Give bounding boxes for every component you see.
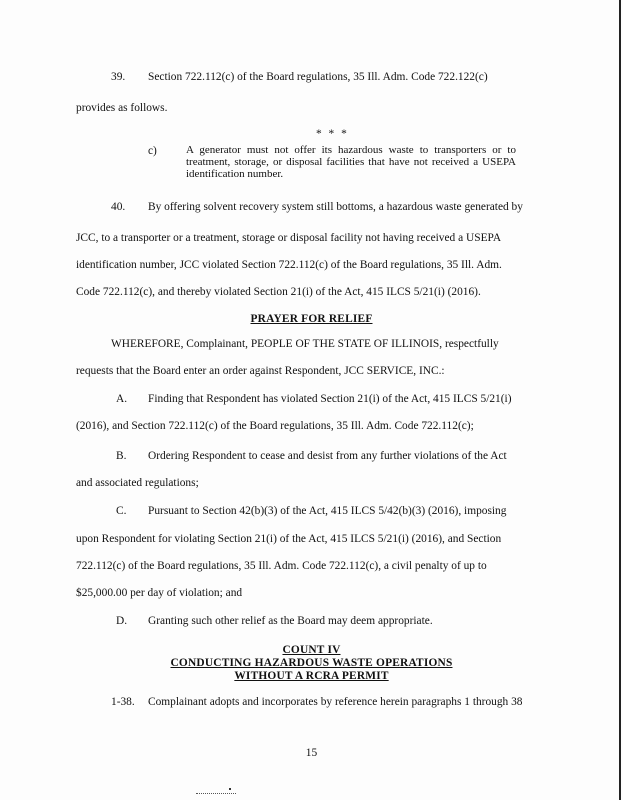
item-c-line1: Pursuant to Section 42(b)(3) of the Act, 415 ILCS 5/42(b)(3) (2016), imposing [148, 505, 507, 517]
wherefore-line1: WHEREFORE, Complainant, PEOPLE OF THE STATE OF ILLINOIS, respectfully [111, 338, 499, 350]
para-40-line1: By offering solvent recovery system still bottoms, a hazardous waste generated by [148, 201, 523, 213]
item-d-label: D. [116, 615, 128, 627]
item-a-line1: Finding that Respondent has violated Section 21(i) of the Act, 415 ILCS 5/21(i) [148, 393, 512, 405]
para-39-number: 39. [111, 71, 126, 83]
count-heading-line2: CONDUCTING HAZARDOUS WASTE OPERATIONS [170, 657, 453, 669]
item-a-line2: (2016), and Section 722.112(c) of the Board regulations, 35 Ill. Adm. Code 722.112(c); [76, 420, 474, 432]
item-a-label: A. [116, 393, 128, 405]
quote-text: A generator must not offer its hazardous waste to transporters or to treatment, storage, or disposal facilities that have not received a USEPA identification number. [186, 144, 516, 180]
item-b-label: B. [116, 450, 127, 462]
quote-label: c) [148, 145, 157, 157]
para-40-line4: Code 722.112(c), and thereby violated Section 21(i) of the Act, 415 ILCS 5/21(i) (2016). [76, 286, 481, 298]
scan-artifact-line [196, 793, 236, 795]
item-c-line2: upon Respondent for violating Section 21(i) of the Act, 415 ILCS 5/21(i) (2016), and Section [76, 533, 502, 545]
item-b-line2: and associated regulations; [76, 477, 199, 489]
wherefore-line2: requests that the Board enter an order against Respondent, JCC SERVICE, INC.: [76, 365, 445, 377]
para-40-number: 40. [111, 201, 126, 213]
item-c-label: C. [116, 505, 127, 517]
count-heading-line1: COUNT IV [282, 644, 341, 656]
count-heading-line3: WITHOUT A RCRA PERMIT [234, 670, 389, 682]
item-b-line1: Ordering Respondent to cease and desist from any further violations of the Act [148, 450, 507, 462]
para-1-38-line1: Complainant adopts and incorporates by reference herein paragraphs 1 through 38 [148, 696, 523, 708]
para-40-line3: identification number, JCC violated Section 722.112(c) of the Board regulations, 35 Ill. Adm. [76, 259, 502, 271]
item-c-line3: 722.112(c) of the Board regulations, 35 Ill. Adm. Code 722.112(c), a civil penalty of up to [76, 560, 487, 572]
item-c-line4: $25,000.00 per day of violation; and [76, 587, 243, 599]
para-1-38-number: 1-38. [111, 696, 135, 708]
ellipsis: * * * [316, 128, 349, 140]
para-39-line1: Section 722.112(c) of the Board regulations, 35 Ill. Adm. Code 722.122(c) [148, 71, 488, 83]
prayer-heading: PRAYER FOR RELIEF [250, 313, 373, 325]
page-number: 15 [305, 747, 318, 759]
item-d-line1: Granting such other relief as the Board may deem appropriate. [148, 615, 433, 627]
scan-artifact-dot [229, 788, 231, 790]
para-40-line2: JCC, to a transporter or a treatment, storage or disposal facility not having received a USEPA [76, 232, 502, 244]
para-39-line2: provides as follows. [76, 102, 168, 114]
